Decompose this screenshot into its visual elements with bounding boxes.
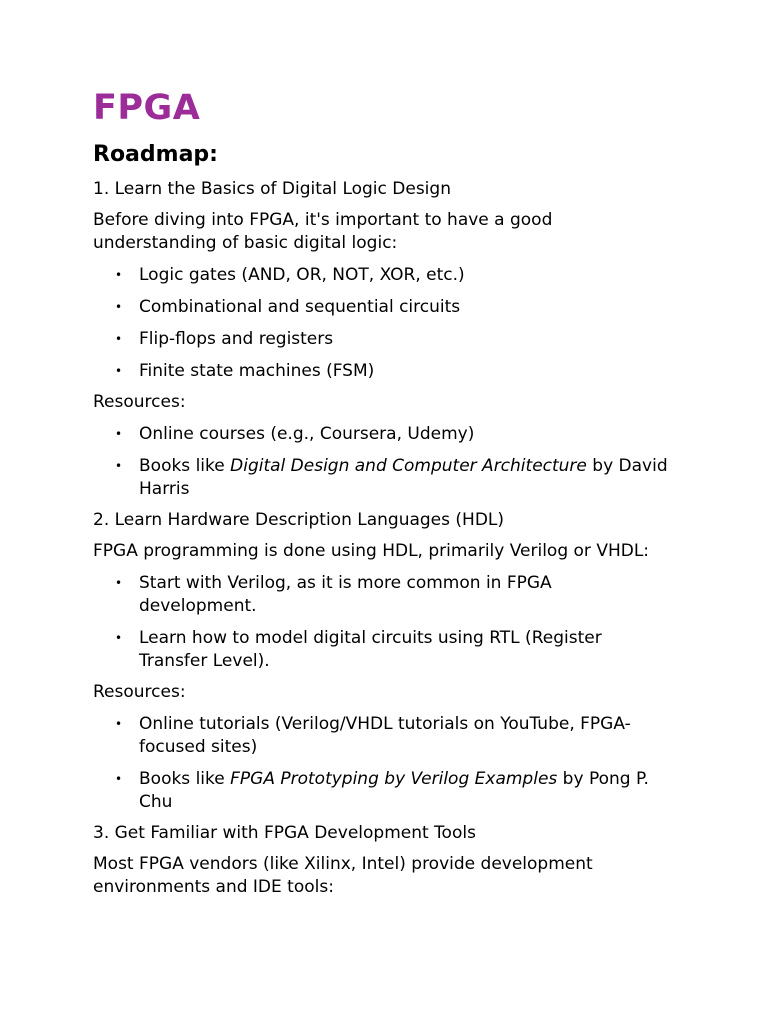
section-2-resources-label: Resources: [93, 682, 186, 702]
resource-item: • Online tutorials (Verilog/VHDL tutorials on YouTube, FPGA-focused sites) [115, 714, 631, 757]
bullet-icon: • [115, 427, 123, 441]
section-2-resources-list [93, 713, 673, 814]
list-item: • Finite state machines (FSM) [115, 361, 375, 381]
list-item: • Flip-flops and registers [115, 329, 334, 349]
bullet-icon: • [115, 459, 123, 473]
section-3-intro: Most FPGA vendors (like Xilinx, Intel) provide development environments and IDE tools: [93, 854, 593, 897]
section-1-resources-label: Resources: [93, 392, 186, 412]
book-title: FPGA Prototyping by Verilog Examples [230, 769, 558, 789]
resource-item: • Online courses (e.g., Coursera, Udemy) [115, 424, 475, 444]
resource-item: • Books like Digital Design and Computer Architecture by David Harris [115, 456, 668, 499]
section-1-resources-list [93, 423, 673, 501]
list-item: • Start with Verilog, as it is more common in FPGA development. [115, 573, 552, 616]
section-1-intro: Before diving into FPGA, it's important to have a good understanding of basic digital logic: [93, 210, 553, 253]
bullet-icon: • [115, 364, 123, 378]
section-3-heading: 3. Get Familiar with FPGA Development Tools [93, 823, 476, 843]
document-title: FPGA [93, 88, 201, 128]
list-item: • Logic gates (AND, OR, NOT, XOR, etc.) [115, 265, 465, 285]
bullet-icon: • [115, 631, 123, 645]
list-item: • Combinational and sequential circuits [115, 297, 461, 317]
bullet-icon: • [115, 576, 123, 590]
bullet-icon: • [115, 772, 123, 786]
book-title: Digital Design and Computer Architecture [230, 456, 587, 476]
resource-item: • Books like FPGA Prototyping by Verilog Examples by Pong P. Chu [115, 769, 649, 812]
document-page [93, 86, 673, 899]
section-2-list [93, 572, 673, 673]
bullet-icon: • [115, 717, 123, 731]
bullet-icon: • [115, 300, 123, 314]
section-2-intro: FPGA programming is done using HDL, primarily Verilog or VHDL: [93, 541, 650, 561]
bullet-icon: • [115, 332, 123, 346]
section-2-heading: 2. Learn Hardware Description Languages (HDL) [93, 510, 505, 530]
section-1-list [93, 264, 673, 383]
section-1-heading: 1. Learn the Basics of Digital Logic Design [93, 179, 451, 199]
bullet-icon: • [115, 268, 123, 282]
roadmap-heading: Roadmap: [93, 142, 218, 167]
list-item: • Learn how to model digital circuits using RTL (Register Transfer Level). [115, 628, 602, 671]
